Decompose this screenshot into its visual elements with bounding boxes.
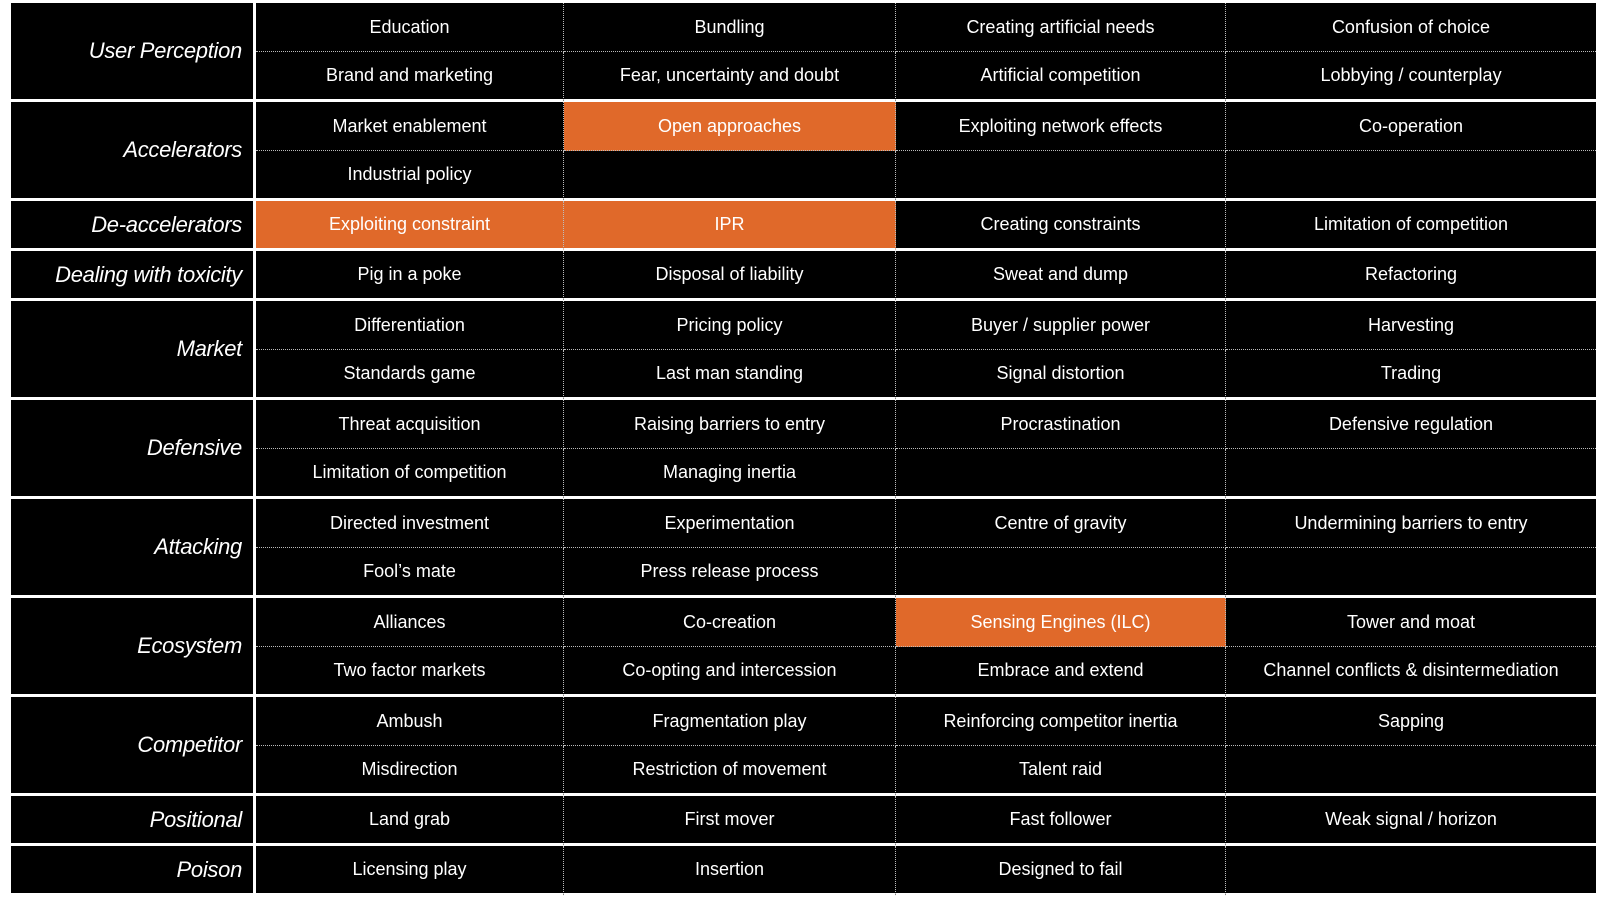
play-fool-s-mate: Fool’s mate [256, 548, 564, 598]
play-industrial-policy: Industrial policy [256, 151, 564, 201]
empty-cell [896, 449, 1226, 499]
gameplay-table [11, 3, 1596, 896]
play-buyer-supplier-power: Buyer / supplier power [896, 301, 1226, 350]
play-directed-investment: Directed investment [256, 499, 564, 548]
play-co-operation: Co-operation [1226, 102, 1596, 151]
play-co-opting-and-intercession: Co-opting and intercession [564, 647, 896, 697]
play-market-enablement: Market enablement [256, 102, 564, 151]
play-refactoring: Refactoring [1226, 251, 1596, 301]
play-undermining-barriers-to-entry: Undermining barriers to entry [1226, 499, 1596, 548]
play-threat-acquisition: Threat acquisition [256, 400, 564, 449]
play-exploiting-constraint: Exploiting constraint [256, 201, 564, 251]
play-pricing-policy: Pricing policy [564, 301, 896, 350]
play-trading: Trading [1226, 350, 1596, 400]
play-licensing-play: Licensing play [256, 846, 564, 896]
category-accelerators: Accelerators [11, 102, 256, 201]
play-embrace-and-extend: Embrace and extend [896, 647, 1226, 697]
play-fear-uncertainty-and-doubt: Fear, uncertainty and doubt [564, 52, 896, 102]
play-fast-follower: Fast follower [896, 796, 1226, 846]
play-open-approaches: Open approaches [564, 102, 896, 151]
category-poison: Poison [11, 846, 256, 896]
category-attacking: Attacking [11, 499, 256, 598]
play-sensing-engines-ilc: Sensing Engines (ILC) [896, 598, 1226, 647]
play-bundling: Bundling [564, 3, 896, 52]
play-artificial-competition: Artificial competition [896, 52, 1226, 102]
empty-cell [1226, 548, 1596, 598]
category-ecosystem: Ecosystem [11, 598, 256, 697]
play-centre-of-gravity: Centre of gravity [896, 499, 1226, 548]
play-alliances: Alliances [256, 598, 564, 647]
play-fragmentation-play: Fragmentation play [564, 697, 896, 746]
play-reinforcing-competitor-inertia: Reinforcing competitor inertia [896, 697, 1226, 746]
category-dealing-with-toxicity: Dealing with toxicity [11, 251, 256, 301]
empty-cell [896, 151, 1226, 201]
empty-cell [564, 151, 896, 201]
empty-cell [1226, 746, 1596, 796]
play-talent-raid: Talent raid [896, 746, 1226, 796]
play-misdirection: Misdirection [256, 746, 564, 796]
empty-cell [896, 548, 1226, 598]
play-procrastination: Procrastination [896, 400, 1226, 449]
play-land-grab: Land grab [256, 796, 564, 846]
play-channel-conflicts-disintermediation: Channel conflicts & disintermediation [1226, 647, 1596, 697]
play-first-mover: First mover [564, 796, 896, 846]
play-raising-barriers-to-entry: Raising barriers to entry [564, 400, 896, 449]
play-creating-constraints: Creating constraints [896, 201, 1226, 251]
category-competitor: Competitor [11, 697, 256, 796]
play-weak-signal-horizon: Weak signal / horizon [1226, 796, 1596, 846]
play-pig-in-a-poke: Pig in a poke [256, 251, 564, 301]
play-designed-to-fail: Designed to fail [896, 846, 1226, 896]
play-standards-game: Standards game [256, 350, 564, 400]
play-creating-artificial-needs: Creating artificial needs [896, 3, 1226, 52]
play-harvesting: Harvesting [1226, 301, 1596, 350]
play-co-creation: Co-creation [564, 598, 896, 647]
play-last-man-standing: Last man standing [564, 350, 896, 400]
play-two-factor-markets: Two factor markets [256, 647, 564, 697]
play-limitation-of-competition: Limitation of competition [256, 449, 564, 499]
play-brand-and-marketing: Brand and marketing [256, 52, 564, 102]
category-positional: Positional [11, 796, 256, 846]
empty-cell [1226, 151, 1596, 201]
play-sweat-and-dump: Sweat and dump [896, 251, 1226, 301]
play-differentiation: Differentiation [256, 301, 564, 350]
play-press-release-process: Press release process [564, 548, 896, 598]
play-experimentation: Experimentation [564, 499, 896, 548]
play-ipr: IPR [564, 201, 896, 251]
play-sapping: Sapping [1226, 697, 1596, 746]
play-restriction-of-movement: Restriction of movement [564, 746, 896, 796]
play-insertion: Insertion [564, 846, 896, 896]
category-market: Market [11, 301, 256, 400]
empty-cell [1226, 846, 1596, 896]
play-exploiting-network-effects: Exploiting network effects [896, 102, 1226, 151]
play-limitation-of-competition: Limitation of competition [1226, 201, 1596, 251]
play-defensive-regulation: Defensive regulation [1226, 400, 1596, 449]
play-lobbying-counterplay: Lobbying / counterplay [1226, 52, 1596, 102]
play-education: Education [256, 3, 564, 52]
play-confusion-of-choice: Confusion of choice [1226, 3, 1596, 52]
play-ambush: Ambush [256, 697, 564, 746]
category-de-accelerators: De-accelerators [11, 201, 256, 251]
play-disposal-of-liability: Disposal of liability [564, 251, 896, 301]
category-defensive: Defensive [11, 400, 256, 499]
play-signal-distortion: Signal distortion [896, 350, 1226, 400]
empty-cell [1226, 449, 1596, 499]
category-user-perception: User Perception [11, 3, 256, 102]
play-tower-and-moat: Tower and moat [1226, 598, 1596, 647]
play-managing-inertia: Managing inertia [564, 449, 896, 499]
